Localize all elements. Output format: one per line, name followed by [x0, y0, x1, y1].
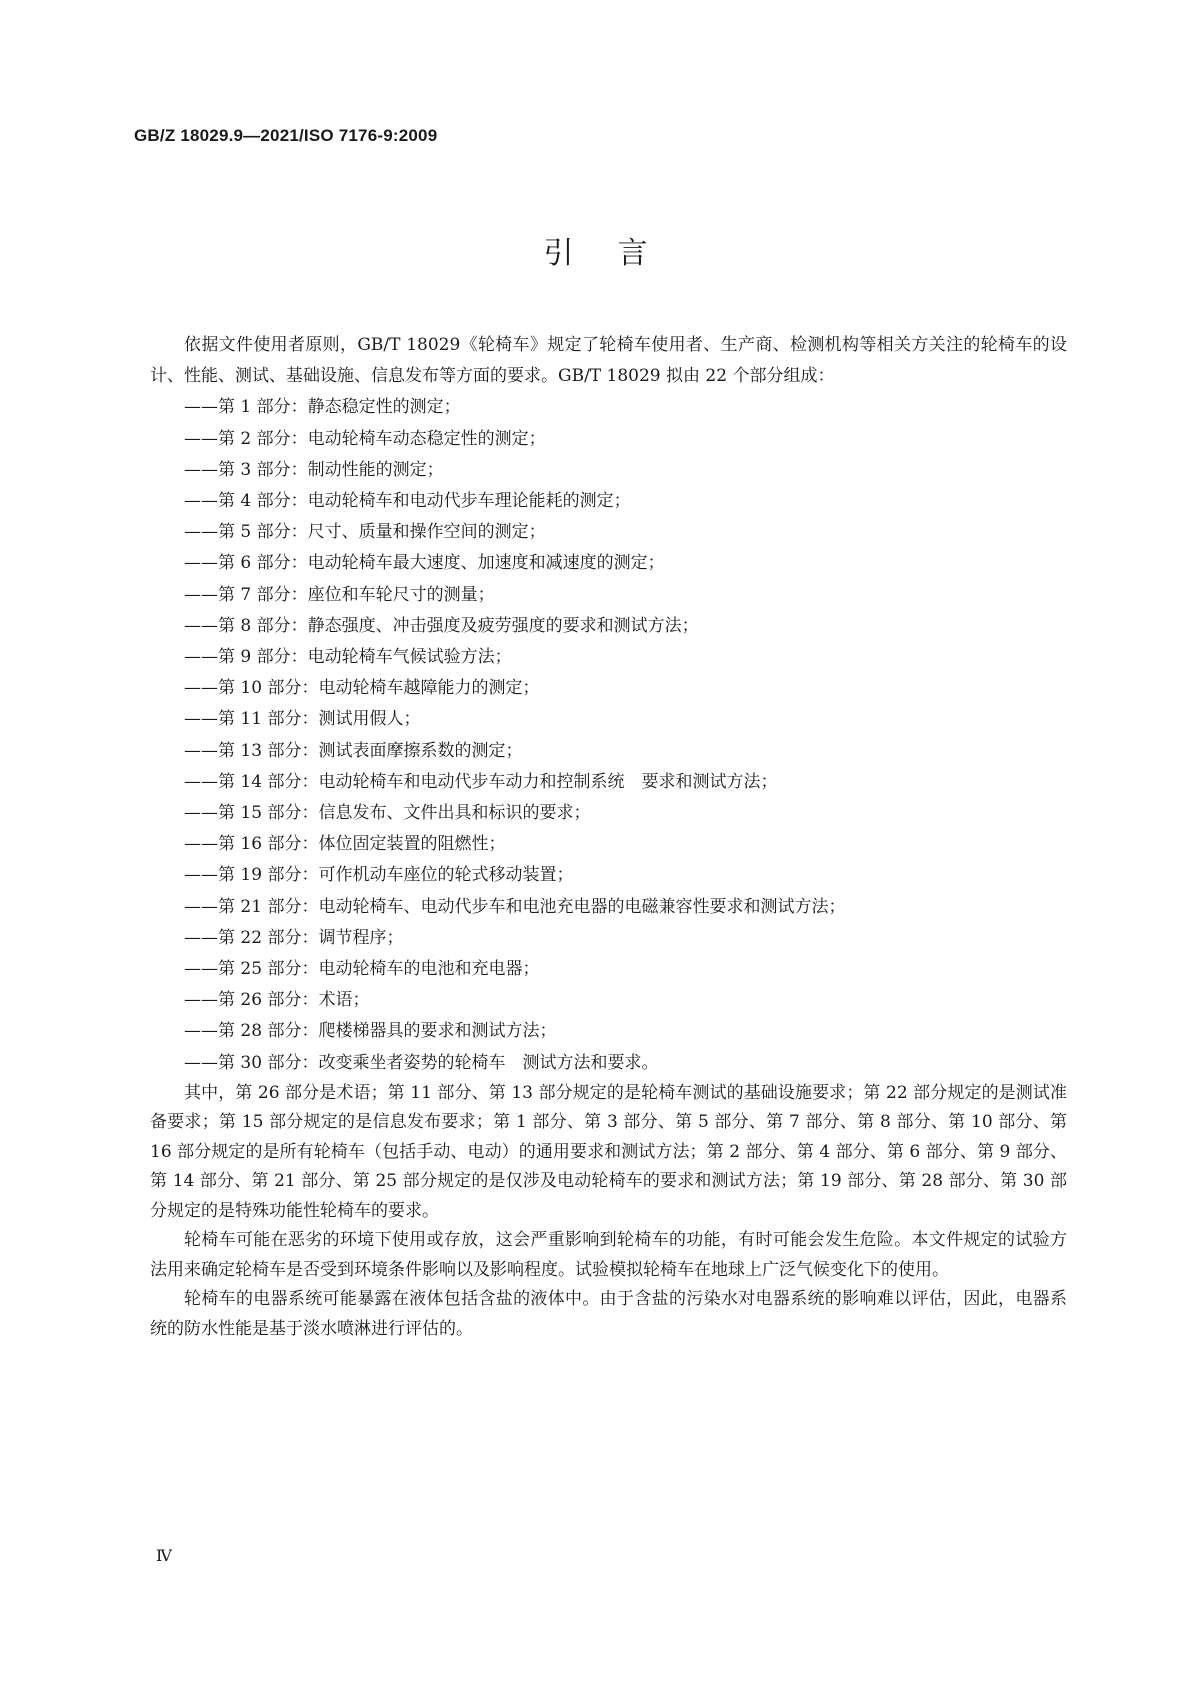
- list-item: ——第 28 部分：爬楼梯器具的要求和测试方法；: [184, 1021, 557, 1042]
- page-number: Ⅳ: [156, 1546, 172, 1565]
- page-title: 引言: [543, 236, 692, 271]
- list-item: ——第 1 部分：静态稳定性的测定；: [184, 397, 461, 418]
- list-item: ——第 13 部分：测试表面摩擦系数的测定；: [184, 740, 523, 761]
- list-item: ——第 5 部分：尺寸、质量和操作空间的测定；: [184, 522, 546, 543]
- list-item: ——第 8 部分：静态强度、冲击强度及疲劳强度的要求和测试方法；: [184, 615, 699, 636]
- list-item: ——第 14 部分：电动轮椅车和电动代步车动力和控制系统 要求和测试方法；: [184, 771, 778, 792]
- list-item: ——第 21 部分：电动轮椅车、电动代步车和电池充电器的电磁兼容性要求和测试方法；: [184, 896, 846, 917]
- list-item: ——第 10 部分：电动轮椅车越障能力的测定；: [184, 678, 540, 699]
- list-item: ——第 6 部分：电动轮椅车最大速度、加速度和减速度的测定；: [184, 553, 665, 574]
- list-item: ——第 22 部分：调节程序；: [184, 927, 404, 948]
- document-body: [150, 330, 1067, 1344]
- list-item: ——第 16 部分：体位固定装置的阻燃性；: [184, 834, 506, 855]
- parts-list: [150, 392, 1067, 1078]
- list-item: ——第 25 部分：电动轮椅车的电池和充电器；: [184, 959, 540, 980]
- list-item: ——第 26 部分：术语；: [184, 990, 370, 1011]
- list-item: ——第 15 部分：信息发布、文件出具和标识的要求；: [184, 803, 591, 824]
- environment-paragraph: 轮椅车可能在恶劣的环境下使用或存放，这会严重影响到轮椅车的功能，有时可能会发生危险。本文件规定的试验方法用来确定轮椅车是否受到环境条件影响以及影响程度。试验模拟轮椅车在地球上广泛气候变化下的使用。: [150, 1230, 1067, 1280]
- list-item: ——第 7 部分：座位和车轮尺寸的测量；: [184, 584, 495, 605]
- standard-code-header: GB/Z 18029.9—2021/ISO 7176-9:2009: [134, 126, 438, 145]
- structure-paragraph: 其中，第 26 部分是术语；第 11 部分、第 13 部分规定的是轮椅车测试的基础设施要求；第 22 部分规定的是测试准备要求；第 15 部分规定的是信息发布要求；第 1 部分、第 3 部分、第 5 部分、第 7 部分、第 8 部分、第 10 部分、第 16 部分规定的是所有轮椅车（包括手动、电动）的通用要求和测试方法；第 2 部分、第 4 部分、第 6 部分、第 9 部分、第 14 部分、第 21 部分、第 25 部分规定的是仅涉及电动轮椅车的要求和测试方法；第 19 部分、第 28 部分、第 30 部分规定的是特殊功能性轮椅车的要求。: [150, 1082, 1067, 1221]
- intro-paragraph: 依据文件使用者原则，GB/T 18029《轮椅车》规定了轮椅车使用者、生产商、检测机构等相关方关注的轮椅车的设计、性能、测试、基础设施、信息发布等方面的要求。GB/T 18029 拟由 22 个部分组成：: [150, 335, 1067, 387]
- list-item: ——第 19 部分：可作机动车座位的轮式移动装置；: [184, 865, 574, 886]
- list-item: ——第 3 部分：制动性能的测定；: [184, 459, 444, 480]
- list-item: ——第 11 部分：测试用假人；: [184, 709, 421, 730]
- list-item: ——第 4 部分：电动轮椅车和电动代步车理论能耗的测定；: [184, 491, 631, 512]
- list-item: ——第 2 部分：电动轮椅车动态稳定性的测定；: [184, 428, 546, 449]
- list-item: ——第 30 部分：改变乘坐者姿势的轮椅车 测试方法和要求。: [184, 1052, 659, 1073]
- electrical-paragraph: 轮椅车的电器系统可能暴露在液体包括含盐的液体中。由于含盐的污染水对电器系统的影响难以评估，因此，电器系统的防水性能是基于淡水喷淋进行评估的。: [150, 1289, 1067, 1339]
- list-item: ——第 9 部分：电动轮椅车气候试验方法；: [184, 647, 512, 668]
